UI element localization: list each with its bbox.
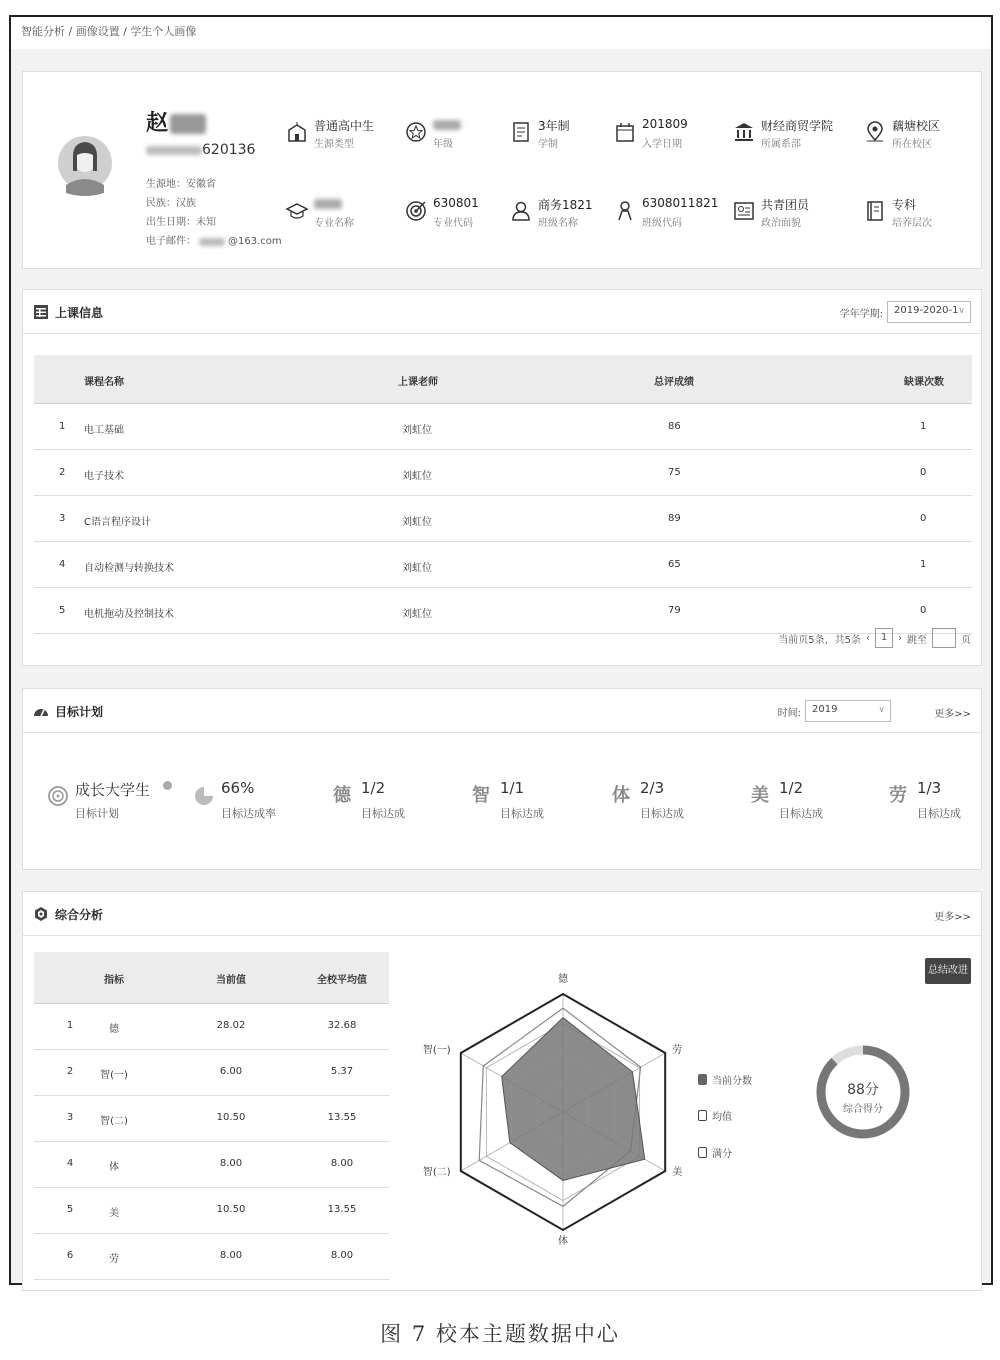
current-value: 10.50 [216, 1112, 246, 1123]
goal-item-0[interactable] [47, 779, 157, 829]
pie-icon [193, 785, 215, 807]
col-score: 总评成绩 [654, 377, 694, 388]
class-info-header [23, 290, 981, 334]
table-row[interactable] [34, 450, 972, 496]
id-card-icon [733, 200, 755, 222]
ti-icon: 体 [612, 785, 630, 806]
radar-label: 劳 [672, 1045, 683, 1056]
avatar [56, 125, 114, 215]
attribute-label: 培养层次 [892, 218, 932, 229]
goal-value: 成长大学生 [75, 781, 151, 799]
radar-label: 智(二) [422, 1167, 451, 1178]
goal-value: 1/2 [361, 779, 386, 797]
index-name: 美 [109, 1208, 119, 1219]
teacher-name: 刘虹位 [402, 517, 432, 528]
breadcrumb[interactable]: 智能分析 / 画像设置 / 学生个人画像 [11, 17, 991, 49]
attribute-row1-5 [864, 117, 984, 157]
summary-button[interactable]: 总结改进 [925, 958, 971, 984]
average-value: 5.37 [330, 1066, 354, 1077]
attribute-label: 班级代码 [642, 218, 682, 229]
course-score: 86 [668, 421, 681, 432]
table-row[interactable] [34, 1142, 389, 1188]
attribute-value: 共青团员 [761, 198, 810, 212]
attribute-row2-3 [614, 196, 734, 236]
average-value: 13.55 [327, 1112, 357, 1123]
radar-label: 智(一) [422, 1045, 451, 1056]
col-average: 全校平均值 [317, 975, 367, 986]
goal-value: 1/3 [917, 779, 942, 797]
table-row[interactable] [34, 404, 972, 450]
more-link[interactable]: 更多>> [934, 912, 971, 923]
class-info-card [22, 289, 982, 666]
email-text: 电子邮件： @163.com [146, 236, 282, 247]
term-select[interactable]: 2019-2020-1 ∨ [887, 301, 971, 323]
attribute-row2-0 [286, 196, 406, 236]
student-id: 620136 [146, 142, 255, 158]
current-value: 28.02 [216, 1020, 246, 1031]
zhi-icon: 智 [472, 785, 490, 806]
ethnicity-text: 民族：汉族 [146, 198, 196, 209]
app-window [9, 15, 993, 1285]
col-absent: 缺课次数 [904, 377, 944, 388]
row-number: 4 [59, 559, 66, 570]
attribute-value: 3年制 [538, 119, 570, 133]
info-icon[interactable] [163, 781, 172, 790]
attribute-row2-5 [864, 196, 984, 236]
goal-value: 66% [221, 779, 255, 797]
jump-page-input[interactable] [932, 628, 956, 648]
table-row[interactable] [34, 1234, 389, 1280]
attribute-row1-0 [286, 117, 406, 157]
goal-value: 1/2 [779, 779, 804, 797]
row-number: 3 [59, 513, 66, 524]
course-score: 89 [668, 513, 681, 524]
teacher-name: 刘虹位 [402, 425, 432, 436]
goal-label: 目标达成 [361, 807, 405, 820]
term-filter: 学年学期: 2019-2020-1 ∨ [840, 301, 971, 323]
attribute-value: 商务1821 [538, 198, 593, 212]
index-table-header [34, 952, 389, 1004]
row-number: 2 [66, 1066, 74, 1077]
course-score: 79 [668, 605, 681, 616]
legend-full[interactable]: 满分 [698, 1145, 732, 1160]
course-name: 电机拖动及控制技术 [84, 609, 174, 620]
row-number: 3 [66, 1112, 74, 1123]
legend-current[interactable]: 当前分数 [698, 1072, 752, 1087]
current-value: 10.50 [216, 1204, 246, 1215]
average-value: 32.68 [327, 1020, 357, 1031]
current-value: 6.00 [219, 1066, 243, 1077]
attribute-label: 班级名称 [538, 218, 578, 229]
table-row[interactable] [34, 1188, 389, 1234]
attribute-row2-2 [510, 196, 630, 236]
attribute-label: 所在校区 [892, 139, 932, 150]
document-icon [510, 121, 532, 143]
goal-label: 目标计划 [75, 807, 119, 820]
average-value: 8.00 [330, 1250, 354, 1261]
chevron-down-icon: ∨ [878, 705, 885, 715]
page-number[interactable]: 1 [875, 628, 893, 648]
school-icon [286, 121, 308, 143]
origin-text: 生源地：安徽省 [146, 179, 216, 190]
attribute-value: 普通高中生 [314, 119, 375, 133]
location-icon [864, 121, 886, 143]
attribute-label: 专业代码 [433, 218, 473, 229]
bank-icon [733, 121, 755, 143]
current-value: 8.00 [219, 1158, 243, 1169]
goal-item-3[interactable] [472, 779, 582, 829]
row-number: 4 [66, 1158, 74, 1169]
calendar-icon [614, 121, 636, 143]
course-score: 75 [668, 467, 681, 478]
student-name: 赵 [146, 106, 206, 137]
row-number: 6 [66, 1250, 74, 1261]
goal-icon [47, 785, 69, 807]
hexagon-icon [33, 906, 49, 922]
legend-average[interactable]: 均值 [698, 1108, 732, 1123]
attribute-label: 学制 [538, 139, 558, 150]
goal-item-2[interactable] [333, 779, 443, 829]
attribute-label: 年级 [433, 139, 453, 150]
attribute-value [314, 196, 342, 210]
attribute-label: 所属系部 [761, 139, 801, 150]
goal-value: 2/3 [640, 779, 665, 797]
goal-label: 目标达成 [917, 807, 961, 820]
goal-item-1[interactable] [193, 779, 303, 829]
user-icon [510, 200, 532, 222]
col-teacher: 上课老师 [398, 377, 438, 388]
goal-plan-card [22, 688, 982, 870]
gauge-icon [33, 703, 49, 719]
row-number: 5 [66, 1204, 74, 1215]
table-row[interactable] [34, 1050, 389, 1096]
attribute-row1-2 [510, 117, 630, 157]
class-table-header [34, 355, 972, 404]
col-course: 课程名称 [84, 377, 124, 388]
table-row[interactable] [34, 1004, 389, 1050]
average-value: 8.00 [330, 1158, 354, 1169]
row-number: 1 [59, 421, 66, 432]
attribute-value: 630801 [433, 196, 479, 210]
course-name: 电工基础 [84, 425, 124, 436]
chevron-down-icon: ∨ [958, 306, 965, 316]
time-select[interactable]: 2019 ∨ [805, 700, 891, 722]
basic-info [146, 175, 282, 251]
attribute-value: 6308011821 [642, 196, 719, 210]
figure-caption: 图 7 校本主题数据中心 [380, 1322, 620, 1346]
table-row[interactable] [34, 542, 972, 588]
table-row[interactable] [34, 496, 972, 542]
attribute-label: 入学日期 [642, 139, 682, 150]
star-badge-icon [405, 121, 427, 143]
birth-text: 出生日期：未知 [146, 217, 216, 228]
absence-count: 0 [920, 513, 927, 524]
radar-label: 美 [672, 1167, 683, 1178]
average-value: 13.55 [327, 1204, 357, 1215]
attribute-value: 201809 [642, 117, 688, 131]
course-name: 自动检测与转换技术 [84, 563, 174, 574]
attribute-value: 藕塘校区 [892, 119, 941, 133]
profile-card [22, 71, 982, 269]
goal-plan-header [23, 689, 981, 733]
index-name: 劳 [109, 1254, 119, 1265]
col-current: 当前值 [216, 975, 246, 986]
attribute-value [433, 117, 461, 131]
teacher-name: 刘虹位 [402, 609, 432, 620]
person-icon [614, 200, 636, 222]
section-title: 综合分析 [55, 908, 104, 922]
attribute-row1-1 [405, 117, 525, 157]
section-title: 上课信息 [55, 306, 104, 320]
attribute-label: 生源类型 [314, 139, 354, 150]
goal-label: 目标达成 [500, 807, 544, 820]
attribute-row1-3 [614, 117, 734, 157]
course-score: 65 [668, 559, 681, 570]
next-page-icon[interactable]: › [898, 632, 902, 644]
de-icon: 德 [333, 785, 351, 806]
goal-label: 目标达成率 [221, 807, 276, 820]
col-index: 指标 [104, 975, 124, 986]
attribute-label: 政治面貌 [761, 218, 801, 229]
attribute-row2-1 [405, 196, 525, 236]
score-label: 综合得分 [843, 1104, 883, 1115]
row-number: 2 [59, 467, 66, 478]
pagination: 当前页5条，共5条 ‹ 1 › 跳至 页 [778, 628, 971, 648]
teacher-name: 刘虹位 [402, 471, 432, 482]
book-icon [864, 200, 886, 222]
goal-label: 目标达成 [779, 807, 823, 820]
score-value: 88分 [847, 1082, 879, 1098]
row-number: 5 [59, 605, 66, 616]
index-name: 智(二) [100, 1116, 128, 1127]
target-icon [405, 200, 427, 222]
current-value: 8.00 [219, 1250, 243, 1261]
radar-label: 德 [558, 974, 568, 985]
attribute-value: 财经商贸学院 [761, 119, 834, 133]
attribute-row1-4 [733, 117, 853, 157]
index-name: 智(一) [100, 1070, 128, 1081]
absence-count: 1 [920, 421, 927, 432]
more-link[interactable]: 更多>> [934, 709, 971, 720]
goal-label: 目标达成 [640, 807, 684, 820]
prev-page-icon[interactable]: ‹ [866, 632, 870, 644]
attribute-label: 专业名称 [314, 218, 354, 229]
analysis-header [23, 892, 981, 936]
index-name: 体 [109, 1162, 119, 1173]
section-title: 目标计划 [55, 705, 104, 719]
goal-value: 1/1 [500, 779, 525, 797]
goal-item-5[interactable] [751, 779, 861, 829]
graduation-cap-icon [286, 200, 308, 222]
table-icon [33, 304, 49, 320]
goal-item-4[interactable] [612, 779, 722, 829]
mei-icon: 美 [751, 785, 769, 806]
lao-icon: 劳 [889, 785, 907, 806]
radar-chart [422, 962, 683, 1262]
table-row[interactable] [34, 1096, 389, 1142]
radar-label: 体 [558, 1236, 568, 1247]
index-name: 德 [109, 1024, 119, 1035]
attribute-value: 专科 [892, 198, 917, 212]
analysis-card [22, 891, 982, 1291]
course-name: 电子技术 [84, 471, 124, 482]
radar-series-current [502, 1018, 645, 1181]
absence-count: 0 [920, 605, 927, 616]
absence-count: 1 [920, 559, 927, 570]
attribute-row2-4 [733, 196, 853, 236]
goal-item-6[interactable] [889, 779, 999, 829]
time-filter: 时间: 2019 ∨ [778, 700, 891, 722]
row-number: 1 [66, 1020, 74, 1031]
teacher-name: 刘虹位 [402, 563, 432, 574]
absence-count: 0 [920, 467, 927, 478]
course-name: C语言程序设计 [84, 517, 151, 528]
